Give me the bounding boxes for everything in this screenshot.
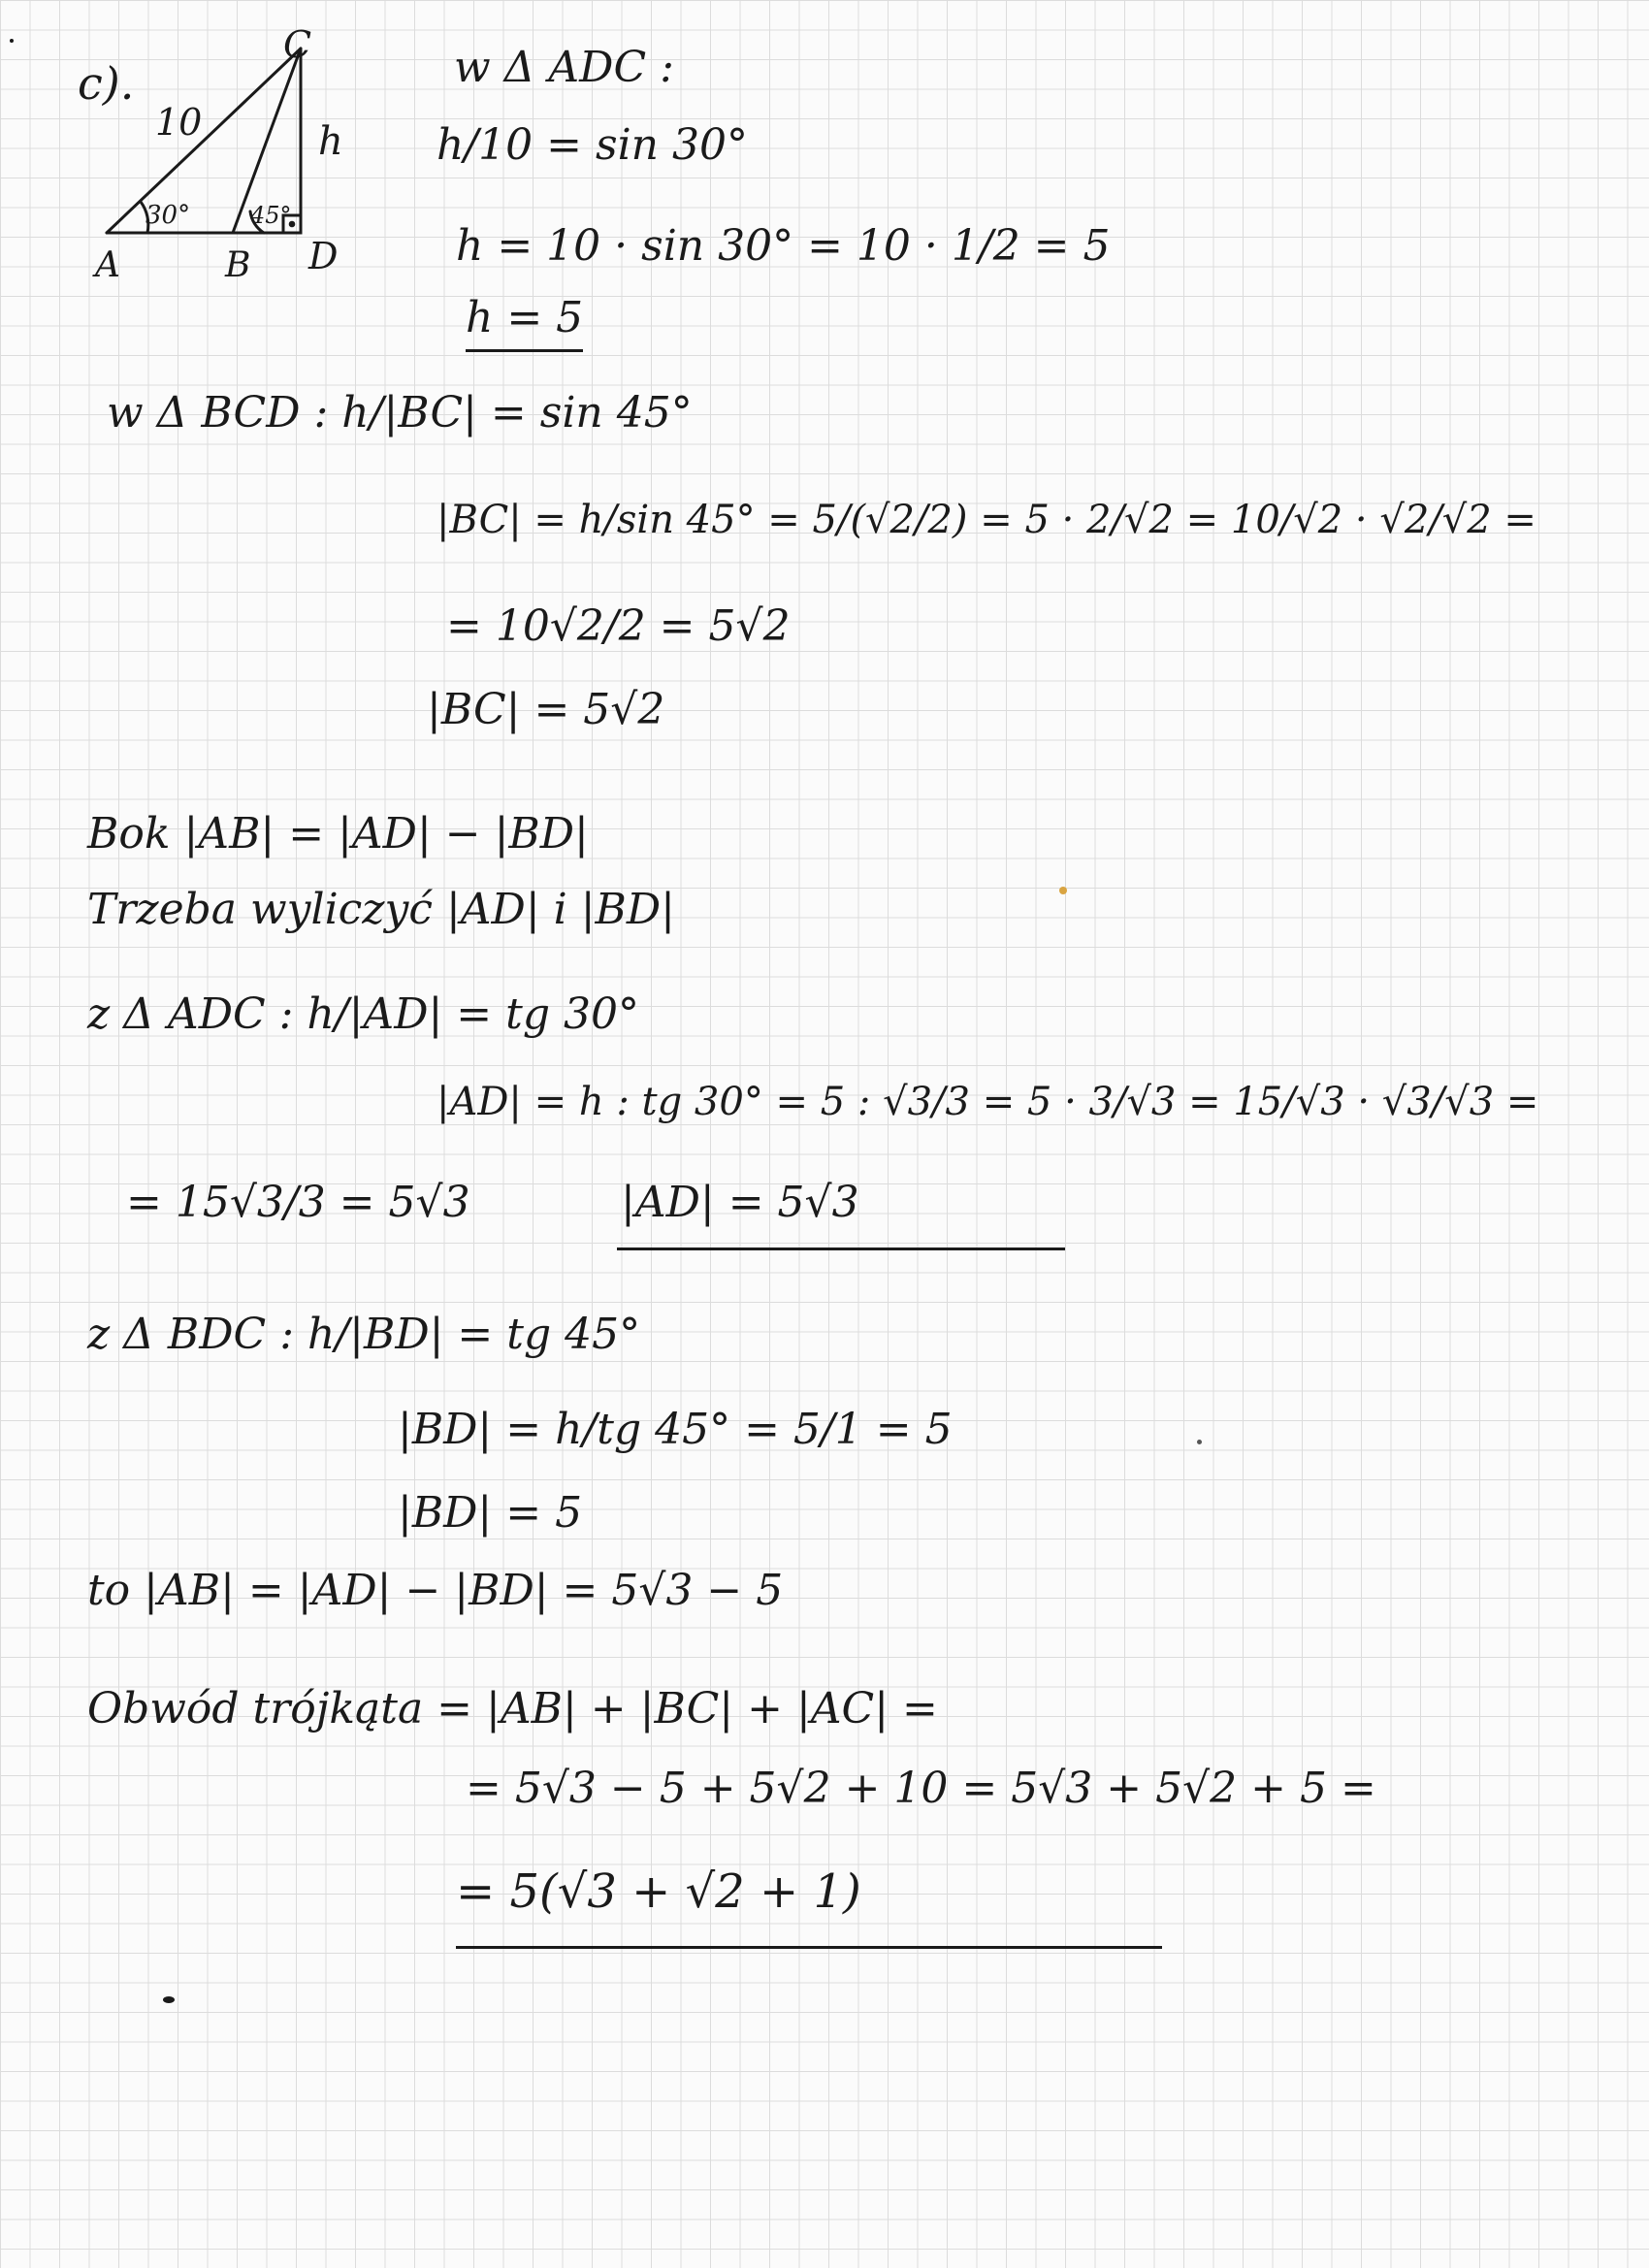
line-1: w Δ ADC : <box>454 43 674 92</box>
line-11: z Δ ADC : h/|AD| = tg 30° <box>87 989 639 1039</box>
line-20: = 5√3 − 5 + 5√2 + 10 = 5√3 + 5√2 + 5 = <box>466 1764 1376 1813</box>
underline-final <box>456 1946 1162 1949</box>
angle-a-label: 30° <box>146 201 191 230</box>
line-10: Trzeba wyliczyć |AD| i |BD| <box>87 885 675 934</box>
line-3: h = 10 · sin 30° = 10 · 1/2 = 5 <box>456 221 1111 271</box>
line-7: = 10√2/2 = 5√2 <box>446 601 791 651</box>
angle-b-label: 45° <box>250 202 292 229</box>
vertex-b-label: B <box>225 245 251 285</box>
ink-speck <box>1059 887 1067 894</box>
ink-speck <box>10 39 14 43</box>
line-5: w Δ BCD : h/|BC| = sin 45° <box>107 388 693 437</box>
hypotenuse-label: 10 <box>155 101 203 144</box>
line-18: to |AB| = |AD| − |BD| = 5√3 − 5 <box>87 1566 784 1615</box>
line-14: |AD| = 5√3 <box>621 1178 859 1227</box>
vertex-c-label: C <box>283 23 312 66</box>
line-15: z Δ BDC : h/|BD| = tg 45° <box>87 1310 641 1359</box>
line-21: = 5(√3 + √2 + 1) <box>456 1864 861 1919</box>
line-13: = 15√3/3 = 5√3 <box>126 1178 470 1227</box>
line-12: |AD| = h : tg 30° = 5 : √3/3 = 5 · 3/√3 = 15/√3 · √3/√3 = <box>436 1080 1539 1124</box>
line-6: |BC| = h/sin 45° = 5/(√2/2) = 5 · 2/√2 = 10/√2 · √2/√2 = <box>436 498 1536 542</box>
ink-speck <box>163 1996 175 2003</box>
height-label: h <box>318 119 343 164</box>
line-9: Bok |AB| = |AD| − |BD| <box>87 809 589 859</box>
line-8: |BC| = 5√2 <box>427 685 665 734</box>
line-16: |BD| = h/tg 45° = 5/1 = 5 <box>398 1405 953 1454</box>
line-2: h/10 = sin 30° <box>436 120 748 170</box>
line-17: |BD| = 5 <box>398 1488 583 1538</box>
vertex-a-label: A <box>95 245 120 285</box>
section-label: c). <box>78 57 135 110</box>
ink-speck <box>1197 1440 1202 1444</box>
underline-ad <box>617 1247 1065 1250</box>
vertex-d-label: D <box>308 235 339 277</box>
line-19: Obwód trójkąta = |AB| + |BC| + |AC| = <box>87 1684 938 1733</box>
line-4: h = 5 <box>466 293 583 352</box>
